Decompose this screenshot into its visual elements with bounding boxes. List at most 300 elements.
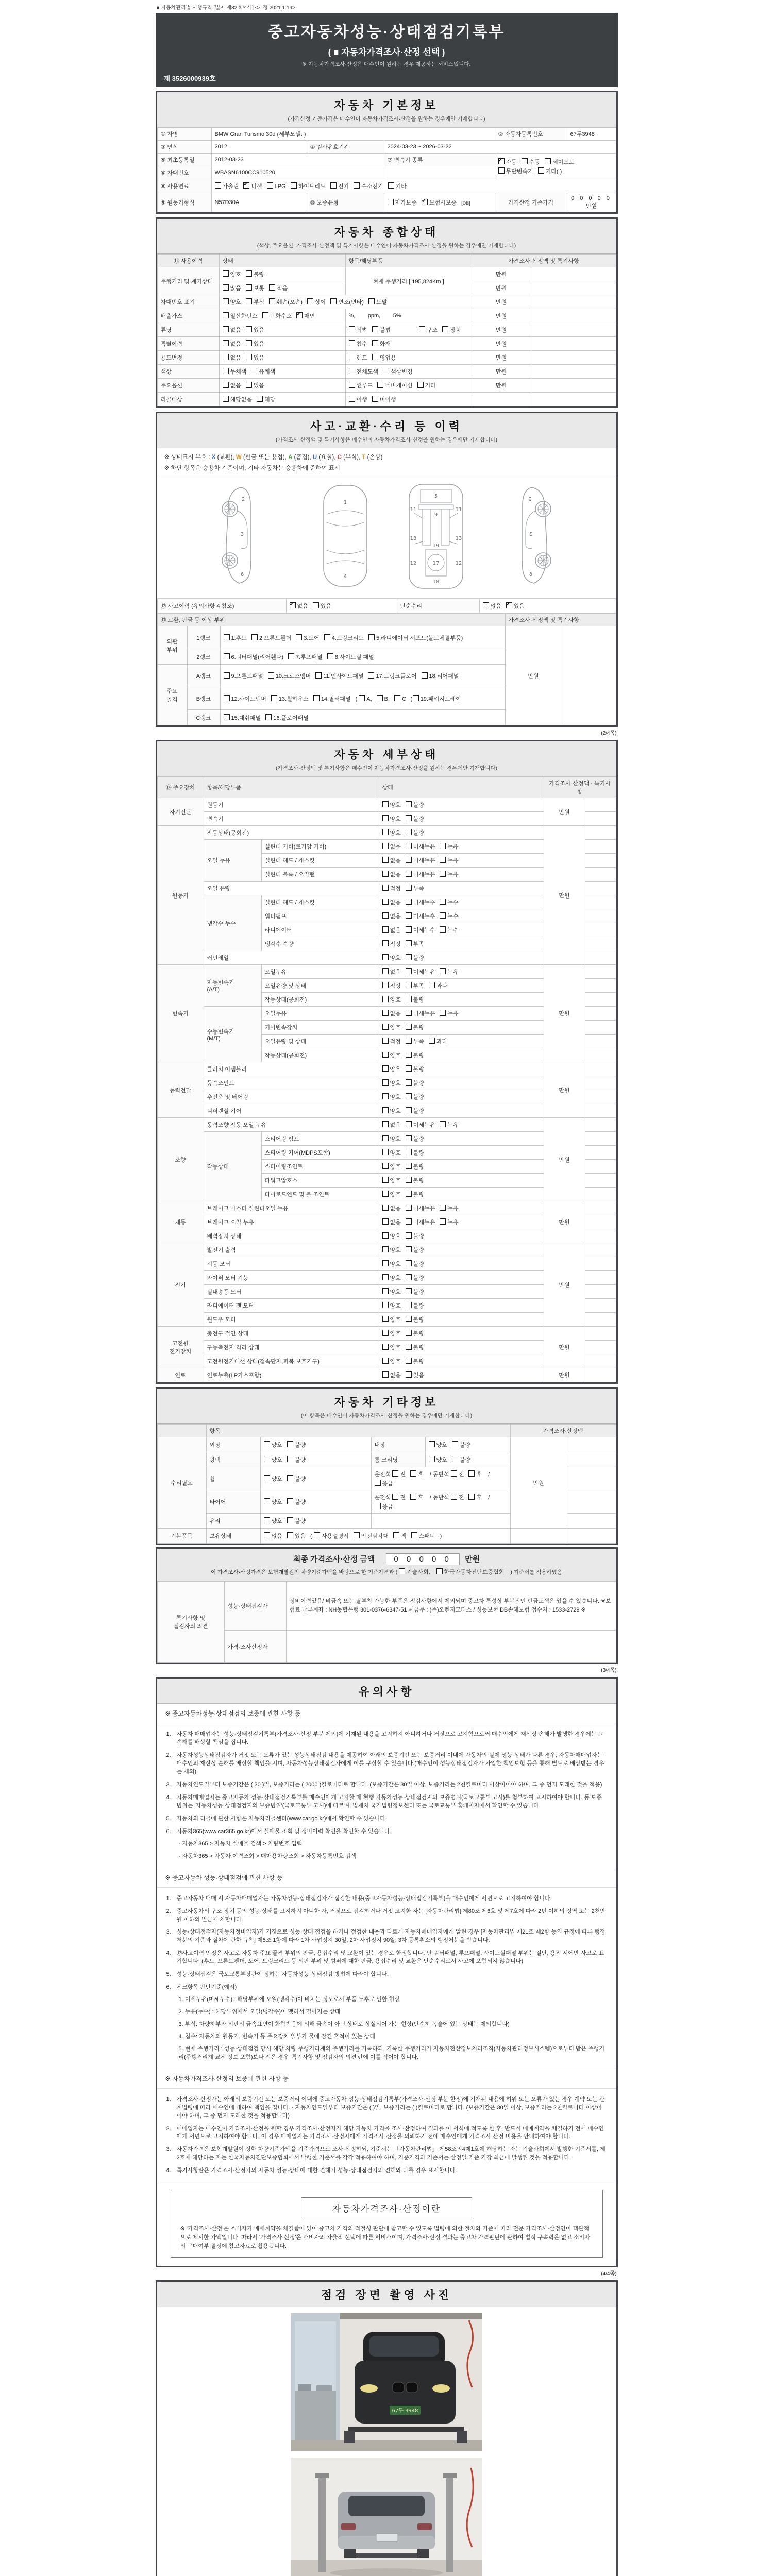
state-option[interactable] [406, 954, 424, 962]
device-item: 브레이크 오일 누유 [204, 1215, 379, 1229]
state-option[interactable] [406, 1329, 424, 1337]
checkbox-label: 있음 [413, 1372, 425, 1379]
state-option[interactable] [382, 1148, 401, 1157]
state-option[interactable] [382, 1287, 401, 1296]
checkbox-box [406, 1093, 412, 1099]
state-option[interactable] [382, 1162, 401, 1171]
state-option[interactable] [440, 1204, 458, 1212]
panel-item[interactable] [422, 672, 459, 680]
checkbox-option[interactable] [349, 353, 367, 362]
state-option[interactable] [406, 842, 435, 851]
state-option[interactable] [406, 815, 424, 823]
cell [531, 281, 616, 295]
checkbox-option[interactable] [410, 1470, 424, 1478]
checkbox-option[interactable] [257, 395, 275, 403]
checkbox-option[interactable] [349, 340, 367, 348]
cell [379, 1215, 544, 1229]
checkbox-option[interactable] [264, 1532, 282, 1540]
state-option[interactable] [406, 1023, 424, 1031]
panel-item[interactable] [224, 634, 247, 642]
section-title: 유의사항 [358, 1685, 415, 1699]
checkbox-option[interactable] [246, 353, 264, 362]
checkbox-option[interactable] [287, 1517, 306, 1525]
checkbox-option[interactable] [451, 1470, 464, 1478]
state-option[interactable] [382, 954, 401, 962]
mileage-amount-option[interactable] [223, 284, 241, 292]
state-option[interactable] [406, 1148, 424, 1157]
state-option[interactable] [406, 912, 435, 920]
device-item: 원동기 [204, 798, 379, 812]
device-group: 전기 [157, 1243, 204, 1327]
checkbox-label: 네비게이션 [385, 383, 413, 389]
cell [345, 393, 472, 406]
state-option[interactable] [382, 1093, 401, 1101]
state-option[interactable] [382, 1343, 401, 1351]
checkbox-option[interactable] [375, 1502, 393, 1511]
state-option[interactable] [406, 1121, 435, 1129]
checkbox-option[interactable] [468, 1470, 482, 1478]
state-option[interactable] [382, 870, 401, 878]
state-option[interactable] [382, 1301, 401, 1310]
checkbox-option[interactable] [246, 326, 264, 334]
checkbox-option[interactable] [468, 1493, 482, 1501]
basic-item[interactable] [411, 1532, 435, 1540]
state-option[interactable] [406, 870, 435, 878]
state-option[interactable] [382, 884, 401, 892]
state-option[interactable] [406, 926, 435, 934]
section-note: (이 항목은 매수인이 자동차가격조사·산정을 원하는 경우에만 기재합니다) [300, 1413, 473, 1419]
state-option[interactable] [382, 1232, 401, 1240]
state-option[interactable] [382, 912, 401, 920]
state-option[interactable] [406, 1107, 424, 1115]
final-price-unit: 만원 [464, 1555, 480, 1564]
state-option[interactable] [440, 842, 458, 851]
mileage-amount-option[interactable] [269, 284, 288, 292]
checkbox-option[interactable] [287, 1440, 306, 1449]
state-option[interactable] [406, 1065, 424, 1073]
panel-item[interactable] [313, 694, 351, 703]
value-engine: N57D30A [211, 193, 307, 212]
state-option[interactable] [406, 1343, 424, 1351]
state-option[interactable] [382, 981, 401, 990]
element: ※ 상태표시 부호 : X (교환), W (판금 또는 용접), A (흠집), U (요철), C (부식), T (손상) [164, 454, 383, 461]
fuel-option[interactable] [267, 182, 286, 190]
checkbox-option[interactable] [246, 381, 264, 389]
checkbox-label: 양호 [271, 1518, 282, 1525]
standard-book-option[interactable] [399, 1568, 430, 1576]
state-option[interactable] [440, 1121, 458, 1129]
fuel-option[interactable] [243, 182, 262, 190]
checkbox-option[interactable] [372, 340, 391, 348]
checkbox-option[interactable] [330, 298, 364, 306]
notice-text-area [157, 1704, 616, 2258]
state-option[interactable] [406, 1232, 424, 1240]
checkbox-box [382, 996, 389, 1002]
checkbox-option[interactable] [251, 367, 275, 376]
checkbox-option[interactable] [372, 326, 391, 334]
basic-item[interactable] [393, 1532, 407, 1540]
state-option[interactable] [382, 1260, 401, 1268]
checkbox-box [406, 954, 412, 960]
checkbox-box [429, 1441, 435, 1447]
checkbox-option[interactable] [419, 326, 438, 334]
cell: 항목/해당부품 [204, 777, 379, 798]
checkbox-option[interactable] [372, 395, 396, 403]
fuel-option[interactable] [330, 182, 349, 190]
warranty-option[interactable] [388, 198, 417, 207]
state-option[interactable] [382, 815, 401, 823]
element: 자동차의 리콜에 관한 사항은 자동차리콜센터(www.car.go.kr)에서 확인할 수 있습니다. [176, 1815, 387, 1822]
panel-item[interactable] [271, 694, 309, 703]
state-option[interactable] [440, 1009, 458, 1018]
state-option[interactable] [382, 1079, 401, 1087]
state-option[interactable] [406, 1009, 435, 1018]
state-option[interactable] [406, 828, 424, 837]
element [157, 1327, 616, 1341]
standard-book-option[interactable] [436, 1568, 505, 1576]
checkbox-option[interactable] [223, 326, 241, 334]
checkbox-option[interactable] [349, 326, 367, 334]
state-option[interactable] [406, 801, 424, 809]
element: 13 [410, 536, 417, 542]
checkbox-option[interactable] [452, 1455, 470, 1464]
state-option[interactable] [440, 870, 458, 878]
state-option[interactable] [406, 981, 424, 990]
checkbox-option[interactable] [417, 381, 436, 389]
state-option[interactable] [382, 1274, 401, 1282]
element: [DB] [461, 200, 470, 206]
state-option[interactable] [440, 898, 458, 906]
checkbox-label: 부족 [413, 941, 425, 948]
checkbox-label: 불량 [413, 955, 425, 962]
checkbox-label: 한국자동차진단보증협회 [444, 1569, 505, 1576]
panel-item[interactable] [251, 634, 291, 642]
state-option[interactable] [382, 926, 401, 934]
checkbox-label: 16.플로어패널 [273, 715, 309, 721]
state-option[interactable] [382, 1357, 401, 1365]
state-option[interactable] [382, 801, 401, 809]
state-option[interactable] [406, 995, 424, 1004]
section-final-price [156, 1547, 618, 1664]
state-option[interactable] [406, 1246, 424, 1254]
checkbox-option[interactable] [262, 312, 292, 320]
checkbox-label: 없음 [490, 603, 501, 610]
state-option[interactable] [440, 1218, 458, 1226]
checkbox-box [382, 1121, 389, 1127]
checkbox-option[interactable] [451, 1493, 464, 1501]
checkbox-option[interactable] [223, 312, 258, 320]
state-option[interactable] [406, 1079, 424, 1087]
checkbox-box [246, 298, 252, 304]
state-option[interactable] [382, 1190, 401, 1198]
element [441, 509, 449, 545]
checkbox-option[interactable] [264, 1440, 282, 1449]
checkbox-label: 불량 [413, 1261, 425, 1268]
fuel-option[interactable] [215, 182, 239, 190]
panel-item[interactable] [368, 672, 416, 680]
state-option[interactable] [382, 1371, 401, 1379]
transmission-option[interactable] [538, 167, 562, 175]
checkbox-box [382, 1191, 389, 1197]
fuel-option[interactable] [291, 182, 326, 190]
element [446, 2476, 453, 2572]
panel-item[interactable] [224, 694, 266, 703]
cell [379, 1062, 544, 1076]
cell [585, 1271, 616, 1285]
checkbox-option[interactable] [223, 395, 253, 403]
state-option[interactable] [382, 1315, 401, 1324]
checkbox-label: 불량 [413, 1164, 425, 1171]
panel-item[interactable] [296, 634, 319, 642]
warranty-option[interactable] [422, 198, 457, 207]
checkbox-label: 양호 [390, 1053, 401, 1059]
state-option[interactable] [406, 1093, 424, 1101]
state-option[interactable] [382, 1134, 401, 1143]
checkbox-box [269, 298, 275, 304]
checkbox-option[interactable] [223, 367, 247, 376]
state-option[interactable] [406, 1134, 424, 1143]
panel-item[interactable] [413, 694, 461, 703]
state-option[interactable] [406, 1218, 435, 1226]
state-option[interactable] [440, 926, 458, 934]
element [157, 1437, 616, 1452]
checkbox-option[interactable] [223, 353, 241, 362]
fuel-option[interactable] [354, 182, 383, 190]
mileage-state-option[interactable] [246, 270, 264, 278]
element [538, 555, 548, 566]
state-option[interactable] [382, 1329, 401, 1337]
panel-item[interactable] [315, 672, 363, 680]
mileage-amount-option[interactable] [246, 284, 264, 292]
checkbox-option[interactable] [246, 340, 264, 348]
notice-item [166, 1815, 606, 1823]
state-option[interactable] [406, 1162, 424, 1171]
accident-option[interactable] [313, 602, 331, 610]
checkbox-box [382, 1038, 389, 1044]
state-option[interactable] [382, 1246, 401, 1254]
section-overall-header [157, 219, 616, 254]
basic-item[interactable] [314, 1532, 349, 1540]
state-option[interactable] [406, 1190, 424, 1198]
checkbox-option[interactable] [296, 312, 315, 320]
fuel-option[interactable] [388, 182, 407, 190]
state-option[interactable] [440, 912, 458, 920]
checkbox-option[interactable] [287, 1532, 306, 1540]
state-option[interactable] [382, 995, 401, 1004]
checkbox-option[interactable] [223, 340, 241, 348]
checkbox-option[interactable] [269, 298, 303, 306]
element: ⑫사고이력 인정은 사고로 자동차 주요 골격 부위의 판금, 용접수리 및 교환이 있는 경우로 한정합니다. 단 쿼터패널, 루프패널, 사이드실패널 부위는 절단, 용접 시에만 사고로 표기합니다. (후드, 프론트펜더, 도어, 트렁크리드 등 외판 부위 및 범퍼에 대한 판금, 용접수리 및 교환은 단순수리로서 사고에 포함되지 않습니다) [176, 1950, 604, 1965]
section-other-info [156, 1387, 618, 1545]
checkbox-label: 양호 [390, 1066, 401, 1073]
cell [567, 1514, 616, 1529]
state-option[interactable] [382, 1023, 401, 1031]
state-option[interactable] [429, 981, 447, 990]
accident-option[interactable] [290, 602, 308, 610]
checkbox-option[interactable] [452, 1440, 470, 1449]
device-item: 냉각수 수량 [261, 937, 379, 951]
state-option[interactable] [406, 1274, 424, 1282]
state-option[interactable] [406, 884, 424, 892]
cell: 만원 [472, 379, 531, 393]
checkbox-option[interactable] [287, 1455, 306, 1464]
state-option[interactable] [382, 842, 401, 851]
checkbox-label: 양호 [390, 1025, 401, 1031]
state-option[interactable] [406, 1287, 424, 1296]
state-option[interactable] [406, 1204, 435, 1212]
state-option[interactable] [382, 1121, 401, 1129]
checkbox-box [406, 815, 412, 821]
state-option[interactable] [382, 1176, 401, 1184]
checkbox-option[interactable] [442, 326, 461, 334]
element [157, 128, 616, 212]
cell [585, 1215, 616, 1229]
state-option[interactable] [440, 968, 458, 976]
checkbox-option[interactable] [307, 298, 326, 306]
checkbox-box [382, 885, 389, 891]
cell [379, 993, 544, 1007]
checkbox-box [406, 1010, 412, 1016]
state-option[interactable] [382, 1218, 401, 1226]
notice-subitem: - 자동차365 > 자동차 이력조회 > 매매용차량조회 > 자동차등록번호 검색 [178, 1853, 357, 1859]
checkbox-option[interactable] [383, 367, 413, 376]
panel-item[interactable] [224, 714, 261, 722]
transmission-option[interactable] [498, 167, 533, 175]
cell [425, 1437, 510, 1452]
state-option[interactable] [382, 856, 401, 865]
state-option[interactable] [440, 856, 458, 865]
panel-item[interactable] [268, 672, 311, 680]
checkbox-box [382, 1010, 389, 1016]
checkbox-option[interactable] [264, 1475, 282, 1483]
state-option[interactable] [382, 1204, 401, 1212]
state-option[interactable] [382, 1051, 401, 1059]
mileage-state-option[interactable] [223, 270, 241, 278]
checkbox-option[interactable] [368, 298, 387, 306]
label-opinion: 특기사항 및 점검자의 의견 [157, 1582, 224, 1663]
panel-item[interactable] [324, 634, 364, 642]
checkbox-box [436, 1568, 443, 1574]
checkbox-option[interactable] [264, 1517, 282, 1525]
state-option[interactable] [406, 1051, 424, 1059]
checkbox-option[interactable] [246, 298, 264, 306]
checkbox-box [327, 653, 333, 659]
state-option[interactable] [382, 940, 401, 948]
checkbox-option[interactable] [429, 1440, 447, 1449]
checkbox-option[interactable] [264, 1455, 282, 1464]
state-option[interactable] [382, 1065, 401, 1073]
checkbox-box [440, 871, 446, 877]
checkbox-box [483, 602, 489, 608]
state-option[interactable] [382, 1107, 401, 1115]
overall-status [157, 254, 616, 406]
checkbox-option[interactable] [372, 353, 396, 362]
panel-item[interactable] [368, 634, 463, 642]
checkbox-label: 17.트렁크플로어 [376, 673, 417, 680]
checkbox-option[interactable] [392, 1470, 406, 1478]
simple-repair-option[interactable] [506, 602, 525, 610]
checkbox-box [382, 1246, 389, 1252]
checkbox-label: 누유 [447, 872, 459, 878]
state-option[interactable] [382, 968, 401, 976]
checkbox-option[interactable] [264, 1498, 282, 1506]
state-option[interactable] [406, 1260, 424, 1268]
state-option[interactable] [406, 1176, 424, 1184]
panel-item[interactable] [327, 653, 374, 661]
checkbox-option[interactable] [377, 381, 412, 389]
repair-item: 타이어 [206, 1490, 260, 1514]
value-year: 2012 [211, 141, 307, 154]
overall-status-table [157, 254, 616, 406]
cell [345, 309, 472, 323]
checkbox-option[interactable] [429, 1455, 447, 1464]
state-option[interactable] [406, 968, 435, 976]
checkbox-label: 불량 [413, 997, 425, 1004]
state-option[interactable] [406, 856, 435, 865]
checkbox-option[interactable] [287, 1498, 306, 1506]
checkbox-label: 훼손(오손) [277, 299, 303, 306]
basic-item[interactable] [354, 1532, 389, 1540]
state-option[interactable] [406, 1037, 424, 1045]
checkbox-option[interactable] [223, 381, 241, 389]
transmission-option[interactable] [522, 158, 540, 166]
notice-item [166, 2125, 606, 2142]
checkbox-box [440, 968, 446, 974]
state-option[interactable] [382, 898, 401, 906]
state-option[interactable] [406, 1357, 424, 1365]
panel-rank: B랭크 [187, 687, 220, 710]
checkbox-option[interactable] [349, 367, 379, 376]
cell [379, 1354, 544, 1368]
checkbox-label: 불량 [413, 1066, 425, 1073]
element [298, 2384, 311, 2391]
checkbox-label: 4.트렁크리드 [331, 635, 364, 641]
panel-item[interactable] [224, 672, 263, 680]
checkbox-option[interactable] [223, 298, 241, 306]
panel-item[interactable] [288, 653, 323, 661]
panel-item[interactable] [265, 714, 308, 722]
checkbox-option[interactable] [287, 1475, 306, 1483]
checkbox-option[interactable] [392, 1493, 406, 1501]
checkbox-option[interactable] [410, 1493, 424, 1501]
checkbox-option[interactable] [377, 695, 390, 702]
panel-item[interactable] [224, 653, 284, 661]
checkbox-option[interactable] [349, 381, 373, 389]
element: 성능·상태점검은 국토교통부장관이 정하는 자동차성능·상태점검 방법에 따라야 합니다. [176, 1971, 389, 1978]
cell [531, 295, 616, 309]
transmission-option[interactable] [545, 158, 575, 166]
row-배출가스: 배출가스 [157, 309, 219, 323]
state-option[interactable] [406, 1371, 424, 1379]
checkbox-label: 양호 [390, 1108, 401, 1115]
checkbox-option[interactable] [349, 395, 367, 403]
state-option[interactable] [429, 1037, 447, 1045]
state-option[interactable] [382, 1037, 401, 1045]
checkbox-option[interactable] [375, 1479, 393, 1487]
checkbox-option[interactable] [394, 695, 406, 702]
cell [345, 351, 472, 365]
checkbox-label: 스패너 [418, 1533, 435, 1540]
state-option[interactable] [382, 828, 401, 837]
state-option[interactable] [406, 1315, 424, 1324]
checkbox-option[interactable] [359, 695, 372, 702]
state-option[interactable] [406, 1301, 424, 1310]
simple-repair-option[interactable] [483, 602, 501, 610]
state-option[interactable] [406, 898, 435, 906]
state-option[interactable] [406, 940, 424, 948]
state-option[interactable] [382, 1009, 401, 1018]
transmission-option[interactable] [498, 158, 517, 166]
